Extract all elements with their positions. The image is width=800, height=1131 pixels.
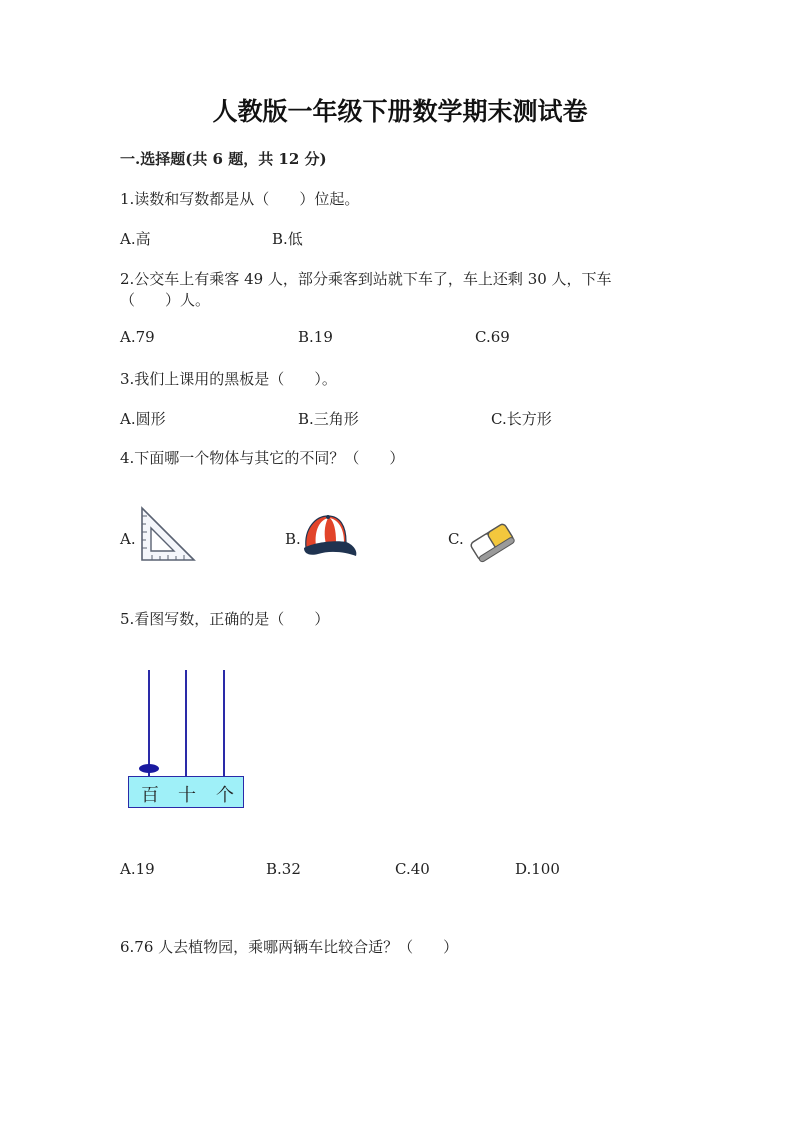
abacus-rod-tens [185,670,187,776]
question-5-option-c: C.40 [395,860,430,878]
question-1-option-b: B.低 [272,230,303,248]
abacus-bead-hundreds [139,764,159,773]
question-2-stem-line1: 2.公交车上有乘客 49 人，部分乘客到站就下车了，车上还剩 30 人，下车 [120,270,612,288]
abacus-label-tens: 十 [178,785,196,806]
abacus-label-box [128,776,244,808]
question-3-option-a: A.圆形 [120,410,166,428]
question-2-option-a: A.79 [120,328,155,346]
abacus-label-ones: 个 [216,785,234,806]
page-title: 人教版一年级下册数学期末测试卷 [212,97,588,126]
section-heading: 一.选择题(共 6 题，共 12 分) [120,150,327,168]
question-1-option-a: A.高 [120,230,151,248]
question-6-stem: 6.76 人去植物园，乘哪两辆车比较合适？（ ） [120,938,459,956]
question-4-option-c: C. [448,530,464,548]
question-1-stem: 1.读数和写数都是从（ ）位起。 [120,190,360,208]
eraser-icon [468,520,516,564]
question-3-option-b: B.三角形 [298,410,359,428]
question-5-option-b: B.32 [266,860,301,878]
question-4-option-a: A. [120,530,136,548]
question-5-option-d: D.100 [515,860,560,878]
question-2-option-b: B.19 [298,328,333,346]
abacus [128,670,246,808]
question-3-option-c: C.长方形 [491,410,552,428]
question-2-option-c: C.69 [475,328,510,346]
triangle-ruler-icon [138,504,198,564]
question-3-stem: 3.我们上课用的黑板是（ ）。 [120,370,337,388]
question-4-stem: 4.下面哪一个物体与其它的不同？（ ） [120,449,405,467]
abacus-rod-ones [223,670,225,776]
question-5-stem: 5.看图写数，正确的是（ ） [120,610,330,628]
abacus-label-hundreds: 百 [141,785,159,806]
question-5-option-a: A.19 [120,860,155,878]
question-4-option-b: B. [285,530,301,548]
question-2-stem-line2: （ ）人。 [120,291,211,309]
abacus-rod-hundreds [148,670,150,776]
baseball-cap-icon [300,512,360,564]
